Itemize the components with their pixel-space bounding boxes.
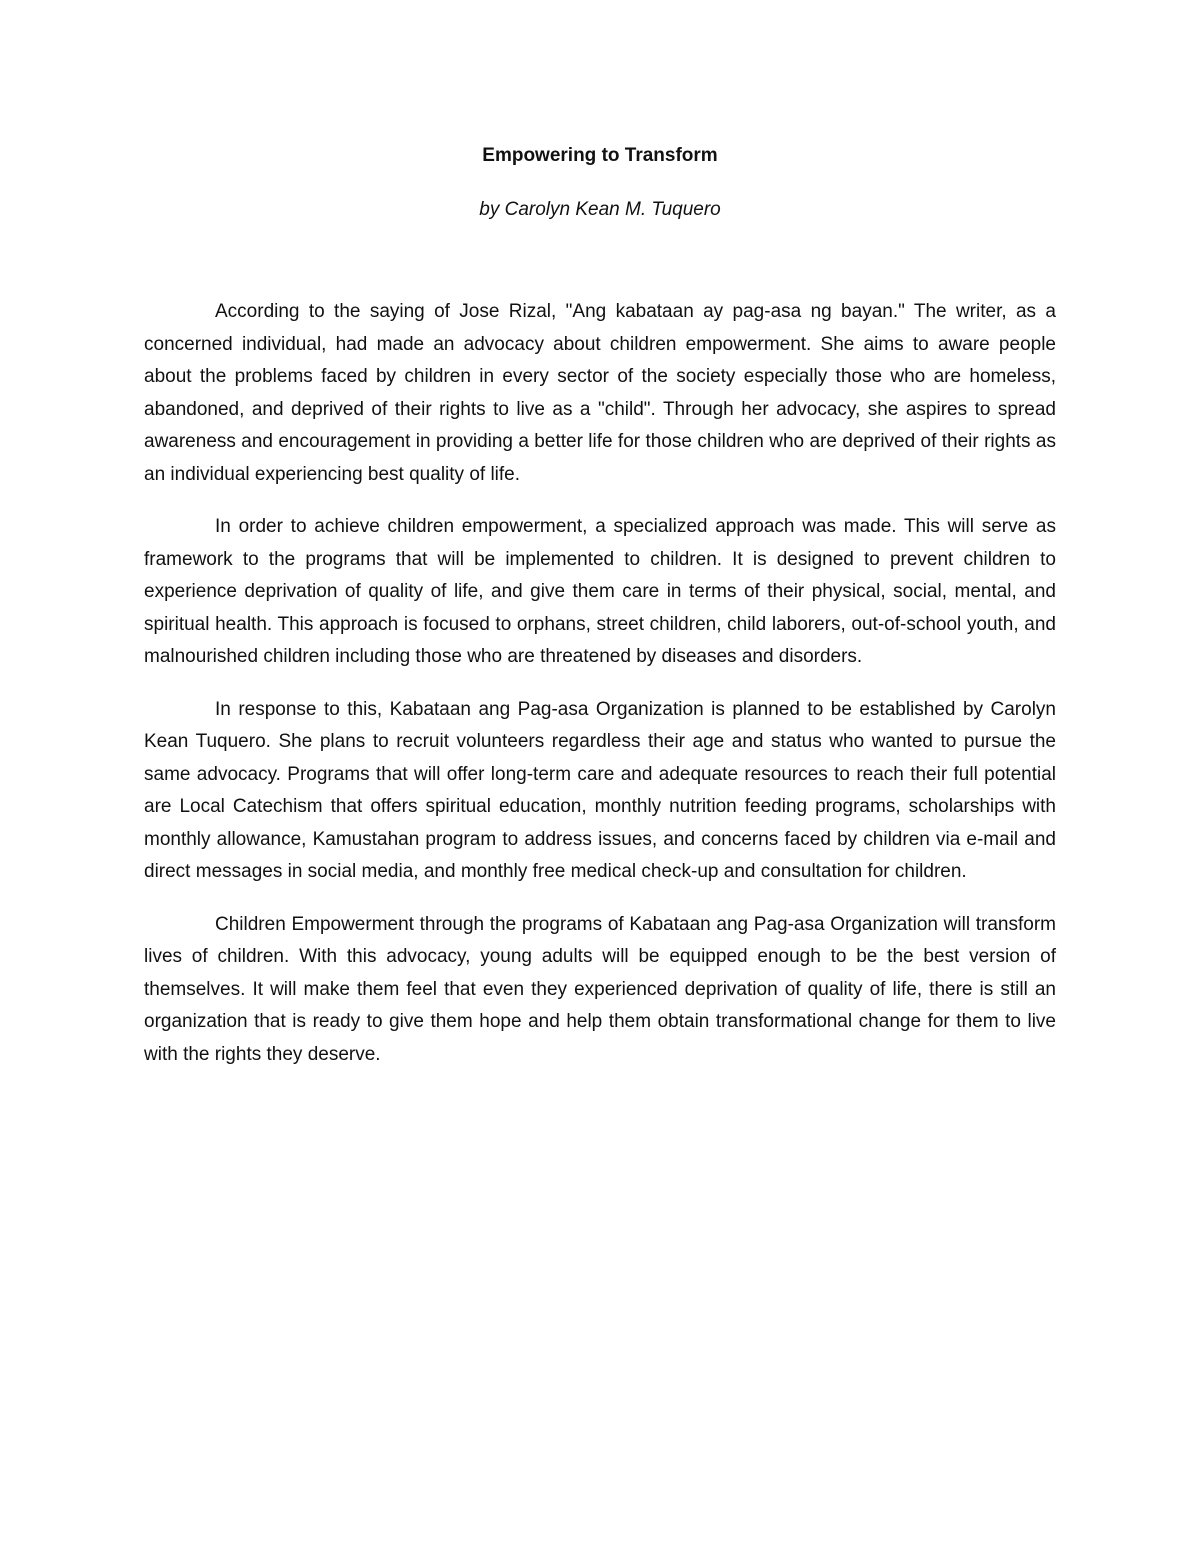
paragraph-2: In order to achieve children empowerment, a specialized approach was made. This will serve as framework to the programs that will be implemented to children. It is designed to prevent children to experience deprivation of quality of life, and give them care in terms of their physical, social, mental, and spiritual health. This approach is focused to orphans, street children, child laborers, out-of-school youth, and malnourished children including those who are threatened by diseases and disorders. bbox=[144, 516, 1056, 667]
paragraph-3: In response to this, Kabataan ang Pag-asa Organization is planned to be established by Carolyn Kean Tuquero. She plans to recruit volunteers regardless their age and status who wanted to pursue the same advocacy. Programs that will offer long-term care and adequate resources to reach their full potential are Local Catechism that offers spiritual education, monthly nutrition feeding programs, scholarships with monthly allowance, Kamustahan program to address issues, and concerns faced by children via e-mail and direct messages in social media, and monthly free medical check-up and consultation for children. bbox=[144, 698, 1056, 882]
document-title: Empowering to Transform bbox=[482, 145, 718, 166]
document-body bbox=[144, 296, 1056, 1091]
document-byline: by Carolyn Kean M. Tuquero bbox=[479, 199, 721, 220]
paragraph-1: According to the saying of Jose Rizal, "Ang kabataan ay pag-asa ng bayan." The writer, as a concerned individual, had made an advocacy about children empowerment. She aims to aware people about the problems faced by children in every sector of the society especially those who are homeless, abandoned, and deprived of their rights to live as a "child". Through her advocacy, she aspires to spread awareness and encouragement in providing a better life for those children who are deprived of their rights as an individual experiencing best quality of life. bbox=[144, 301, 1056, 485]
paragraph-4: Children Empowerment through the programs of Kabataan ang Pag-asa Organization will transform lives of children. With this advocacy, young adults will be equipped enough to be the best version of themselves. It will make them feel that even they experienced deprivation of quality of life, there is still an organization that is ready to give them hope and help them obtain transformational change for them to live with the rights they deserve. bbox=[144, 913, 1056, 1065]
